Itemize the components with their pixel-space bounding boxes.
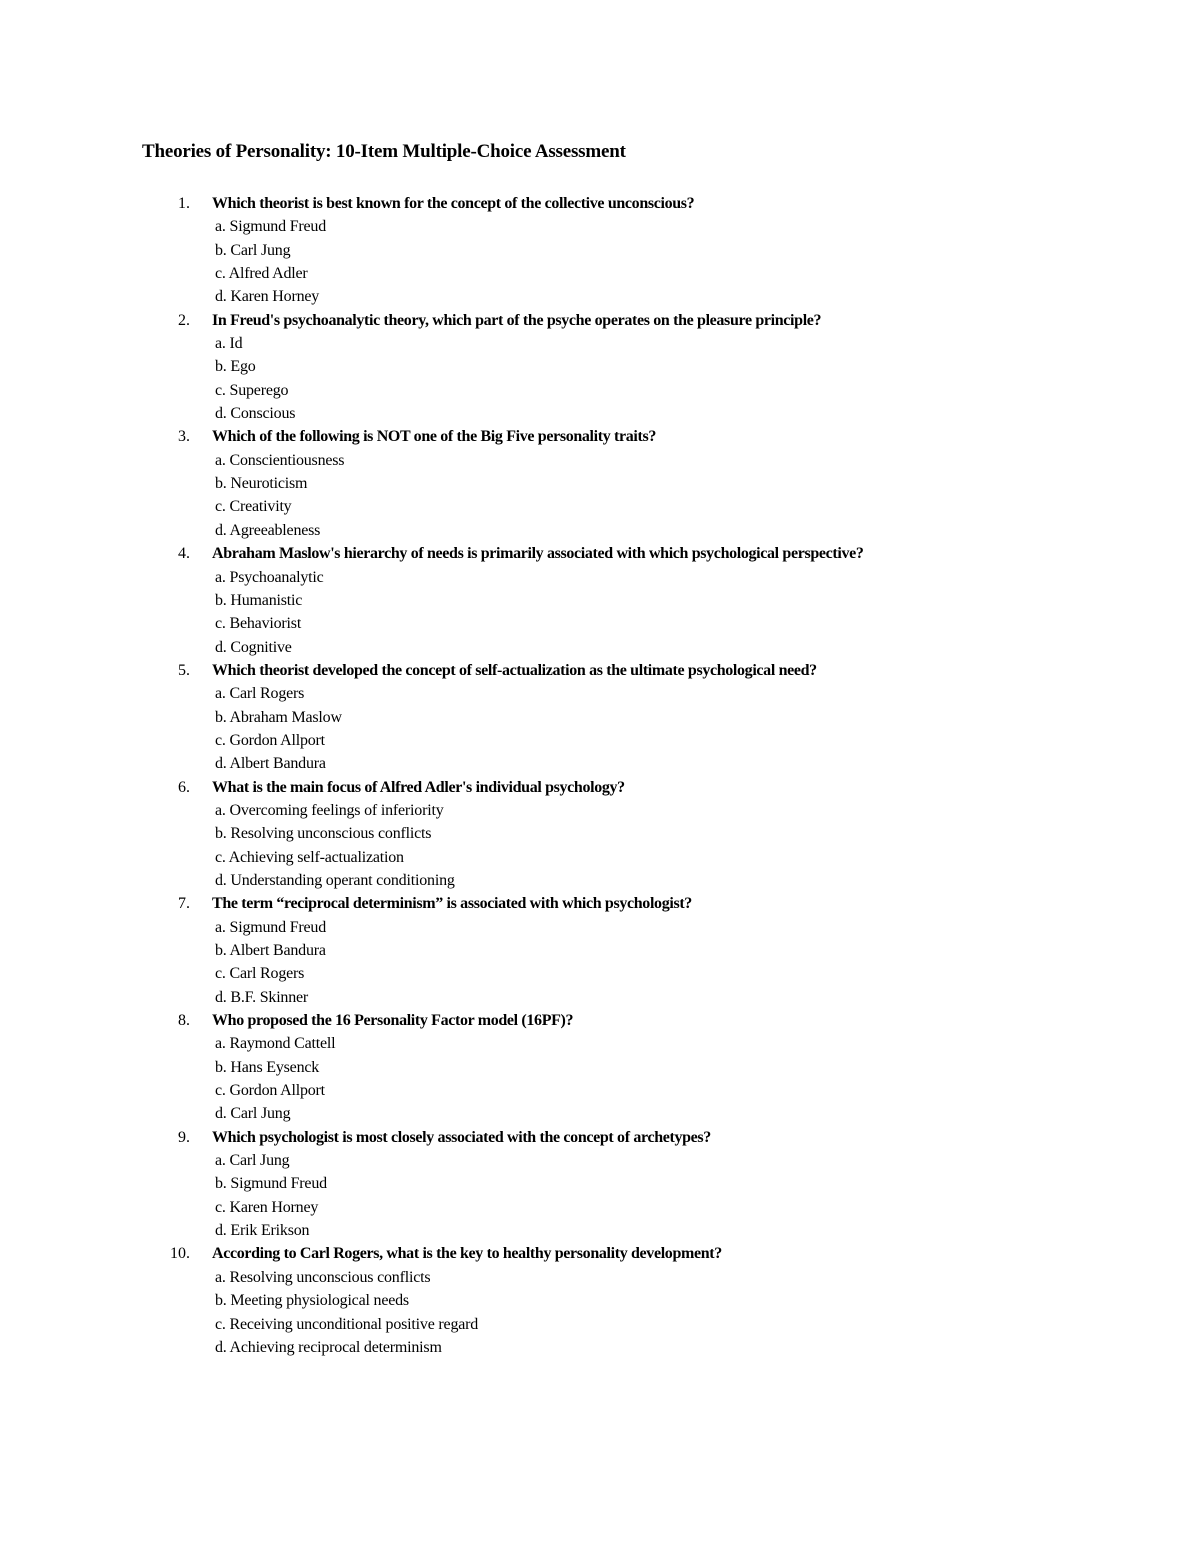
question-3 xyxy=(0,425,1200,542)
question-6 xyxy=(0,776,1200,893)
answer-option-d: d. Achieving reciprocal determinism xyxy=(215,1338,442,1356)
question-list xyxy=(0,192,1200,1359)
question-text: According to Carl Rogers, what is the key to healthy personality development? xyxy=(212,1245,722,1263)
answer-option-a: a. Raymond Cattell xyxy=(215,1035,336,1053)
question-text: The term “reciprocal determinism” is associated with which psychologist? xyxy=(212,895,692,913)
answer-option-c: c. Carl Rogers xyxy=(215,965,305,983)
answer-option-b: b. Sigmund Freud xyxy=(215,1175,327,1193)
answer-option-a: a. Carl Jung xyxy=(215,1152,290,1170)
question-stem xyxy=(0,659,1200,682)
answer-option-b: b. Resolving unconscious conflicts xyxy=(215,825,432,843)
answer-option-d: d. Conscious xyxy=(215,405,296,423)
question-stem xyxy=(0,892,1200,915)
question-number: 4. xyxy=(178,545,190,563)
answer-option-d: d. Albert Bandura xyxy=(215,755,326,773)
answer-option-c: c. Creativity xyxy=(215,498,292,516)
answer-option-c: c. Receiving unconditional positive regard xyxy=(215,1315,479,1333)
question-8 xyxy=(0,1009,1200,1126)
question-number: 8. xyxy=(178,1012,190,1030)
answer-option-b: b. Meeting physiological needs xyxy=(215,1292,409,1310)
question-text: Abraham Maslow's hierarchy of needs is primarily associated with which psychological perspective? xyxy=(212,545,864,563)
question-2 xyxy=(0,309,1200,426)
question-number: 5. xyxy=(178,661,190,679)
answer-option-d: d. B.F. Skinner xyxy=(215,988,309,1006)
answer-option-d: d. Erik Erikson xyxy=(215,1222,310,1240)
question-stem xyxy=(0,776,1200,799)
question-7 xyxy=(0,892,1200,1009)
question-stem xyxy=(0,192,1200,215)
question-9 xyxy=(0,1126,1200,1243)
answer-option-c: c. Alfred Adler xyxy=(215,265,308,283)
answer-option-c: c. Karen Horney xyxy=(215,1198,319,1216)
answer-option-c: c. Superego xyxy=(215,381,289,399)
answer-option-a: a. Sigmund Freud xyxy=(215,918,327,936)
question-number: 7. xyxy=(178,895,190,913)
question-stem xyxy=(0,309,1200,332)
question-text: Which of the following is NOT one of the Big Five personality traits? xyxy=(212,428,656,446)
answer-option-d: d. Carl Jung xyxy=(215,1105,291,1123)
answer-option-b: b. Neuroticism xyxy=(215,475,308,493)
answer-option-a: a. Sigmund Freud xyxy=(215,218,327,236)
question-text: In Freud's psychoanalytic theory, which part of the psyche operates on the pleasure principle? xyxy=(212,311,822,329)
answer-option-a: a. Id xyxy=(215,335,243,353)
question-number: 3. xyxy=(178,428,190,446)
answer-option-d: d. Karen Horney xyxy=(215,288,320,306)
question-text: Which theorist is best known for the concept of the collective unconscious? xyxy=(212,195,695,212)
answer-option-d: d. Agreeableness xyxy=(215,521,321,539)
answer-option-b: b. Humanistic xyxy=(215,591,303,609)
answer-option-b: b. Abraham Maslow xyxy=(215,708,342,726)
answer-option-c: c. Achieving self-actualization xyxy=(215,848,404,866)
answer-option-a: a. Psychoanalytic xyxy=(215,568,324,586)
document-title: Theories of Personality: 10-Item Multiple-Choice Assessment xyxy=(142,141,626,162)
answer-option-a: a. Overcoming feelings of inferiority xyxy=(215,801,444,819)
answer-option-b: b. Ego xyxy=(215,358,256,376)
answer-option-b: b. Albert Bandura xyxy=(215,942,326,959)
question-text: Which psychologist is most closely associated with the concept of archetypes? xyxy=(212,1128,711,1146)
question-number: 9. xyxy=(178,1128,190,1146)
question-stem xyxy=(0,1009,1200,1032)
answer-option-c: c. Gordon Allport xyxy=(215,1082,325,1100)
question-number: 1. xyxy=(178,195,190,212)
question-text: Who proposed the 16 Personality Factor model (16PF)? xyxy=(212,1012,574,1030)
question-stem xyxy=(0,425,1200,448)
question-10 xyxy=(0,1242,1200,1359)
answer-option-c: c. Behaviorist xyxy=(215,615,302,633)
question-5 xyxy=(0,659,1200,776)
question-number: 2. xyxy=(178,311,190,329)
question-stem xyxy=(0,1126,1200,1149)
question-stem xyxy=(0,542,1200,565)
answer-option-a: a. Carl Rogers xyxy=(215,685,305,703)
answer-option-b: b. Hans Eysenck xyxy=(215,1058,320,1076)
answer-option-a: a. Conscientiousness xyxy=(215,451,345,469)
answer-option-d: d. Cognitive xyxy=(215,638,292,656)
question-number: 6. xyxy=(178,778,190,796)
answer-option-c: c. Gordon Allport xyxy=(215,731,325,749)
answer-option-a: a. Resolving unconscious conflicts xyxy=(215,1268,431,1286)
question-stem xyxy=(0,1242,1200,1265)
question-4 xyxy=(0,542,1200,659)
question-1 xyxy=(0,192,1200,309)
question-text: Which theorist developed the concept of self-actualization as the ultimate psychological need? xyxy=(212,661,817,679)
question-number: 10. xyxy=(170,1245,190,1263)
question-text: What is the main focus of Alfred Adler's individual psychology? xyxy=(212,778,625,796)
answer-option-b: b. Carl Jung xyxy=(215,241,291,259)
answer-option-d: d. Understanding operant conditioning xyxy=(215,871,455,889)
